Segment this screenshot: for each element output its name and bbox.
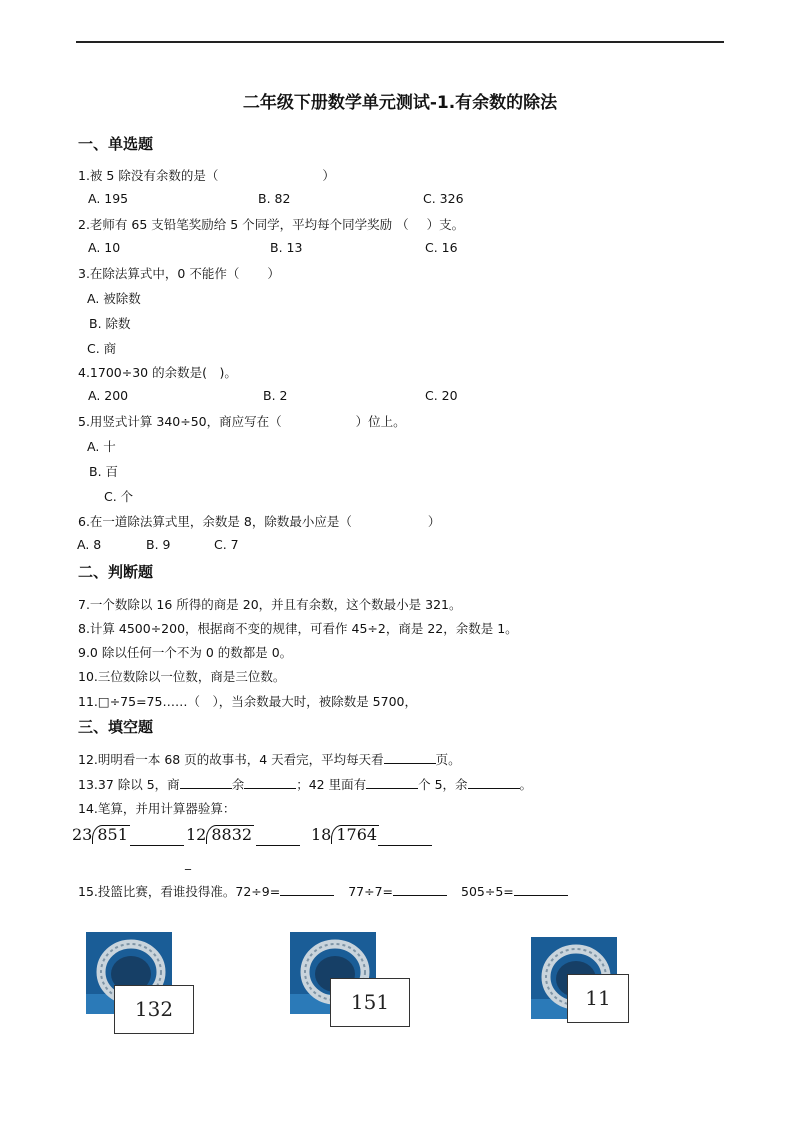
option-5a[interactable]: A. 十 [87,439,116,454]
question-5 [78,412,406,430]
question-4: 4.1700÷30 的余数是( )。 [78,365,237,380]
section-heading-fill-in: 三、填空题 [78,718,154,736]
dividend-1: 851 [92,825,130,844]
question-1-close: ） [322,168,335,183]
answer-blank-15b[interactable] [393,881,447,896]
divisor-2: 12 [186,825,207,844]
question-15 [78,881,568,900]
score-card-2: 151 [330,978,410,1027]
question-12 [78,749,461,768]
option-6c[interactable]: C. 7 [214,537,239,552]
answer-blank-12[interactable] [384,749,436,764]
question-5-close: ）位上。 [355,414,406,429]
option-3c[interactable]: C. 商 [87,341,117,356]
question-8: 8.计算 4500÷200，根据商不变的规律，可看作 45÷2，商是 22，余数是 1。 [78,621,518,636]
answer-blank-14b[interactable] [256,831,300,846]
question-13 [78,774,532,793]
long-division-3 [311,825,379,844]
option-1b[interactable]: B. 82 [258,191,291,206]
option-6a[interactable]: A. 8 [77,537,102,552]
question-13-text-a: 13.37 除以 5，商 [78,777,180,792]
option-3b[interactable]: B. 除数 [89,316,131,331]
section-heading-single-choice: 一、单选题 [78,135,154,153]
answer-blank-14a[interactable] [130,831,184,846]
option-2b[interactable]: B. 13 [270,240,303,255]
answer-blank-15c[interactable] [514,881,568,896]
option-1a[interactable]: A. 195 [88,191,129,206]
question-11: 11.□÷75=75……（ ），当余数最大时，被除数是 5700， [78,694,417,709]
answer-blank-13a[interactable] [180,774,232,789]
option-5b[interactable]: B. 百 [89,464,119,479]
header-rule [76,41,724,43]
question-14: 14.笔算，并用计算器验算： [78,801,236,816]
option-4c[interactable]: C. 20 [425,388,458,403]
question-12-suffix: 页。 [435,752,461,767]
page-title: 二年级下册数学单元测试-1.有余数的除法 [242,93,558,113]
question-3-close: ） [267,266,280,281]
question-9: 9.0 除以任何一个不为 0 的数都是 0。 [78,645,293,660]
divisor-1: 23 [72,825,93,844]
question-1-stem: 1.被 5 除没有余数的是（ [78,168,219,183]
expr-3: 505÷5= [461,884,514,899]
long-division-2 [186,825,254,844]
option-4b[interactable]: B. 2 [263,388,288,403]
question-13-text-d: 个 5，余 [418,777,468,792]
long-division-1 [72,825,130,844]
divisor-3: 18 [311,825,332,844]
answer-blank-13b[interactable] [244,774,296,789]
option-1c[interactable]: C. 326 [423,191,464,206]
question-2-close: ）支。 [426,217,465,232]
question-12-text: 12.明明看一本 68 页的故事书，4 天看完，平均每天看 [78,752,384,767]
answer-blank-13c[interactable] [366,774,418,789]
score-card-3: 11 [567,974,629,1023]
option-2a[interactable]: A. 10 [88,240,121,255]
question-1 [78,166,335,184]
question-2-stem: 2.老师有 65 支铅笔奖励给 5 个同学，平均每个同学奖励 （ [78,217,409,232]
stray-mark: _ [185,856,191,870]
option-6b[interactable]: B. 9 [146,537,171,552]
question-6-close: ） [427,514,441,529]
answer-blank-13d[interactable] [468,774,520,789]
question-10: 10.三位数除以一位数，商是三位数。 [78,669,286,684]
question-6-stem: 6.在一道除法算式里，余数是 8，除数最小应是（ [78,514,352,529]
question-2 [78,215,464,233]
question-13-text-c: ；42 里面有 [296,777,367,792]
option-5c[interactable]: C. 个 [104,489,134,504]
question-3 [78,264,280,282]
option-4a[interactable]: A. 200 [88,388,129,403]
option-2c[interactable]: C. 16 [425,240,458,255]
question-15-stem: 15.投篮比赛，看谁投得准。 [78,884,236,899]
question-3-stem: 3.在除法算式中，0 不能作（ [78,266,240,281]
section-heading-true-false: 二、判断题 [78,563,154,581]
question-5-stem: 5.用竖式计算 340÷50，商应写在（ [78,414,282,429]
answer-blank-14c[interactable] [378,831,432,846]
question-13-text-e: 。 [519,777,533,792]
answer-blank-15a[interactable] [280,881,334,896]
question-6 [78,512,440,530]
score-card-1: 132 [114,985,194,1034]
question-13-text-b: 余 [231,777,245,792]
dividend-3: 1764 [331,825,379,844]
dividend-2: 8832 [206,825,254,844]
expr-1: 72÷9= [235,884,281,899]
question-7: 7.一个数除以 16 所得的商是 20，并且有余数，这个数最小是 321。 [78,597,462,612]
option-3a[interactable]: A. 被除数 [87,291,141,306]
expr-2: 77÷7= [348,884,394,899]
